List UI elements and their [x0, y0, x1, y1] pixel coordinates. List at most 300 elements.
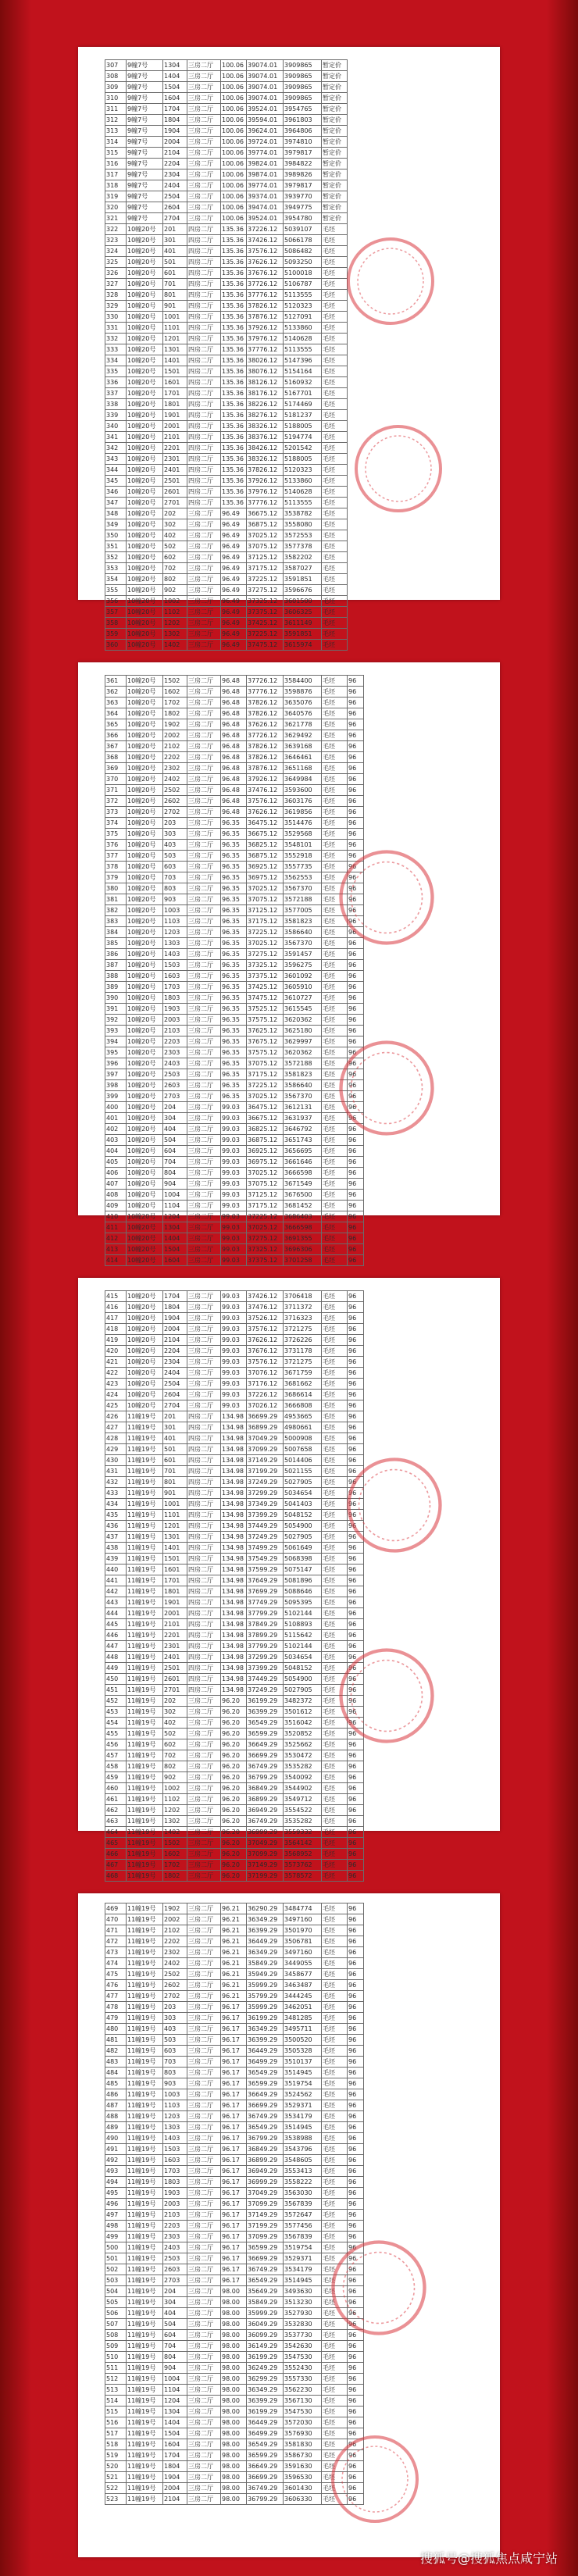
table-cell: 36199.29: [247, 2013, 284, 2024]
table-row: [105, 1244, 364, 1255]
table-cell: 135.36: [221, 323, 247, 334]
table-row: [105, 927, 364, 938]
table-cell: 毛坯: [322, 1379, 348, 1390]
table-cell: 3611149: [284, 618, 322, 629]
table-cell: 96: [348, 894, 364, 905]
table-cell: 462: [105, 1805, 127, 1816]
table-cell: 三房二厅: [187, 2002, 221, 2013]
table-cell: 1503: [163, 2144, 187, 2155]
table-cell: 1401: [163, 355, 187, 366]
table-cell: 405: [105, 1157, 127, 1168]
table-cell: 37325.12: [247, 960, 284, 971]
table-cell: 3619856: [284, 807, 322, 818]
table-cell: 1504: [163, 82, 187, 93]
table-cell: 9幢7号: [127, 202, 163, 213]
table-cell: 3671759: [284, 1368, 322, 1379]
table-cell: 1801: [163, 399, 187, 410]
table-cell: 毛坯: [322, 1157, 348, 1168]
table-cell: 11幢19号: [127, 2111, 163, 2122]
table-cell: 100.06: [221, 191, 247, 202]
table-row: [105, 169, 348, 180]
table-cell: 96: [348, 1157, 364, 1168]
table-cell: 96: [348, 807, 364, 818]
table-cell: 1102: [163, 607, 187, 618]
table-cell: 暂定价: [322, 71, 348, 82]
table-cell: 322: [105, 224, 127, 235]
table-cell: 毛坯: [322, 960, 348, 971]
table-cell: 100.06: [221, 213, 247, 224]
table-cell: 3939770: [284, 191, 322, 202]
table-cell: 308: [105, 71, 127, 82]
table-cell: 134.98: [221, 1433, 247, 1444]
table-cell: 36899.29: [247, 1422, 284, 1433]
table-cell: 10幢20号: [127, 1004, 163, 1015]
table-cell: 96: [348, 1543, 364, 1554]
table-row: [105, 1488, 364, 1499]
table-cell: 100.06: [221, 71, 247, 82]
table-cell: 10幢20号: [127, 344, 163, 355]
table-row: [105, 399, 348, 410]
table-cell: 11幢19号: [127, 2407, 163, 2417]
table-cell: 毛坯: [322, 2417, 348, 2428]
table-cell: 395: [105, 1047, 127, 1058]
table-cell: 3532830: [284, 2319, 322, 2330]
table-row: [105, 585, 348, 596]
table-cell: 357: [105, 607, 127, 618]
table-cell: 601: [163, 1455, 187, 1466]
table-row: [105, 126, 348, 137]
table-cell: 96: [348, 2461, 364, 2472]
table-cell: 39074.01: [247, 71, 284, 82]
table-cell: 399: [105, 1091, 127, 1102]
table-cell: 10幢20号: [127, 905, 163, 916]
table-cell: 2403: [163, 1058, 187, 1069]
table-cell: 37025.12: [247, 530, 284, 541]
table-cell: 3961803: [284, 115, 322, 126]
table-cell: 471: [105, 1925, 127, 1936]
table-cell: 203: [163, 818, 187, 829]
table-cell: 412: [105, 1233, 127, 1244]
table-cell: 3696306: [284, 1244, 322, 1255]
table-cell: 96: [348, 1521, 364, 1532]
table-row: [105, 752, 364, 763]
table-cell: 毛坯: [322, 640, 348, 651]
table-cell: 3582202: [284, 552, 322, 563]
table-cell: 10幢20号: [127, 1222, 163, 1233]
table-cell: 四房二厅: [187, 1477, 221, 1488]
table-cell: 毛坯: [322, 585, 348, 596]
table-cell: 37799.29: [247, 1641, 284, 1652]
table-cell: 96.35: [221, 971, 247, 982]
table-cell: 毛坯: [322, 883, 348, 894]
table-cell: 3444245: [284, 1991, 322, 2002]
table-cell: 三房二厅: [187, 2483, 221, 2494]
table-cell: 10幢20号: [127, 410, 163, 421]
table-cell: 三房二厅: [187, 1091, 221, 1102]
table-cell: 毛坯: [322, 1739, 348, 1750]
table-cell: 5048152: [284, 1663, 322, 1674]
table-cell: 5188005: [284, 454, 322, 465]
table-cell: 毛坯: [322, 894, 348, 905]
table-row: [105, 1608, 364, 1619]
table-cell: 三房二厅: [187, 2319, 221, 2330]
table-cell: 96: [348, 2242, 364, 2253]
table-cell: 339: [105, 410, 127, 421]
table-cell: 三房二厅: [187, 2166, 221, 2177]
table-cell: 10幢20号: [127, 1146, 163, 1157]
table-cell: 3603176: [284, 796, 322, 807]
table-cell: 904: [163, 2363, 187, 2374]
table-cell: 三房二厅: [187, 829, 221, 840]
table-cell: 毛坯: [322, 2264, 348, 2275]
table-cell: 11幢19号: [127, 2472, 163, 2483]
table-cell: 三房二厅: [187, 1936, 221, 1947]
table-cell: 472: [105, 1936, 127, 1947]
table-cell: 39594.01: [247, 115, 284, 126]
table-row: [105, 2483, 364, 2494]
table-cell: 96: [348, 2330, 364, 2341]
table-cell: 802: [163, 1761, 187, 1772]
table-cell: 3458677: [284, 1969, 322, 1980]
table-cell: 135.36: [221, 377, 247, 388]
table-cell: 96.48: [221, 708, 247, 719]
table-cell: 96: [348, 2472, 364, 2483]
table-cell: 三房二厅: [187, 2428, 221, 2439]
table-cell: 暂定价: [322, 159, 348, 169]
table-cell: 10幢20号: [127, 894, 163, 905]
table-cell: 毛坯: [322, 1466, 348, 1477]
table-cell: 3553413: [284, 2166, 322, 2177]
table-cell: 3635076: [284, 698, 322, 708]
table-cell: 11幢19号: [127, 1838, 163, 1849]
table-cell: 96.17: [221, 2199, 247, 2210]
table-cell: 2302: [163, 1947, 187, 1958]
table-cell: 96.48: [221, 687, 247, 698]
table-cell: 暂定价: [322, 104, 348, 115]
table-cell: 10幢20号: [127, 1168, 163, 1179]
table-cell: 三房二厅: [187, 2363, 221, 2374]
table-cell: 10幢20号: [127, 1400, 163, 1411]
table-row: [105, 465, 348, 476]
table-cell: 602: [163, 1739, 187, 1750]
table-cell: 毛坯: [322, 741, 348, 752]
table-cell: 96.21: [221, 1958, 247, 1969]
table-cell: 454: [105, 1718, 127, 1729]
table-cell: 96: [348, 862, 364, 872]
table-cell: 36749.29: [247, 2264, 284, 2275]
table-cell: 380: [105, 883, 127, 894]
table-cell: 96: [348, 2100, 364, 2111]
table-cell: 毛坯: [322, 1532, 348, 1543]
table-cell: 96: [348, 1914, 364, 1925]
table-cell: 暂定价: [322, 169, 348, 180]
table-cell: 37249.29: [247, 1685, 284, 1696]
table-cell: 439: [105, 1554, 127, 1565]
table-cell: 毛坯: [322, 1991, 348, 2002]
table-cell: 3598876: [284, 687, 322, 698]
table-cell: 96.21: [221, 1947, 247, 1958]
table-row: [105, 1190, 364, 1201]
table-row: [105, 377, 348, 388]
table-cell: 三房二厅: [187, 1291, 221, 1302]
table-cell: 11幢19号: [127, 1739, 163, 1750]
table-cell: 3505328: [284, 2046, 322, 2057]
table-cell: 96: [348, 818, 364, 829]
table-cell: 134.98: [221, 1521, 247, 1532]
table-cell: 三房二厅: [187, 1335, 221, 1346]
table-cell: 37576.12: [247, 1357, 284, 1368]
table-cell: 99.03: [221, 1102, 247, 1113]
table-cell: 2603: [163, 2264, 187, 2275]
table-cell: 37526.12: [247, 1313, 284, 1324]
table-row: [105, 334, 348, 344]
table-cell: 96.49: [221, 508, 247, 519]
table-cell: 801: [163, 290, 187, 301]
table-cell: 10幢20号: [127, 982, 163, 993]
table-cell: 毛坯: [322, 1586, 348, 1597]
table-row: [105, 410, 348, 421]
table-row: [105, 2002, 364, 2013]
table-cell: 四房二厅: [187, 246, 221, 257]
table-cell: 11幢19号: [127, 2374, 163, 2385]
table-row: [105, 2308, 364, 2319]
table-cell: 96: [348, 1291, 364, 1302]
table-cell: 3519754: [284, 2242, 322, 2253]
table-row: [105, 796, 364, 807]
table-row: [105, 2319, 364, 2330]
table-row: [105, 2024, 364, 2035]
table-cell: 335: [105, 366, 127, 377]
table-cell: 10幢20号: [127, 1091, 163, 1102]
table-cell: 96.48: [221, 752, 247, 763]
table-cell: 11幢19号: [127, 1925, 163, 1936]
table-cell: 135.36: [221, 279, 247, 290]
table-cell: 404: [163, 2308, 187, 2319]
table-cell: 三房二厅: [187, 807, 221, 818]
table-cell: 96: [348, 1124, 364, 1135]
table-cell: 3586640: [284, 927, 322, 938]
table-cell: 330: [105, 312, 127, 323]
table-cell: 360: [105, 640, 127, 651]
table-row: [105, 840, 364, 851]
table-cell: 455: [105, 1729, 127, 1739]
table-row: [105, 1335, 364, 1346]
table-cell: 96: [348, 2275, 364, 2286]
table-cell: 暂定价: [322, 60, 348, 71]
table-row: [105, 1222, 364, 1233]
table-cell: 96.17: [221, 2133, 247, 2144]
table-cell: 36975.12: [247, 872, 284, 883]
table-row: [105, 1291, 364, 1302]
table-cell: 3567370: [284, 1091, 322, 1102]
table-cell: 10幢20号: [127, 1335, 163, 1346]
table-cell: 343: [105, 454, 127, 465]
table-cell: 3552430: [284, 2363, 322, 2374]
table-cell: 3606330: [284, 2494, 322, 2505]
table-cell: 100.06: [221, 159, 247, 169]
table-cell: 2403: [163, 2242, 187, 2253]
table-cell: 312: [105, 115, 127, 126]
table-cell: 毛坯: [322, 1761, 348, 1772]
table-cell: 96: [348, 1324, 364, 1335]
table-cell: 毛坯: [322, 323, 348, 334]
table-cell: 10幢20号: [127, 257, 163, 268]
table-row: [105, 246, 348, 257]
table-cell: 毛坯: [322, 1433, 348, 1444]
table-row: [105, 719, 364, 730]
table-cell: 96: [348, 960, 364, 971]
table-cell: 三房二厅: [187, 2494, 221, 2505]
table-row: [105, 2199, 364, 2210]
table-cell: 三房二厅: [187, 629, 221, 640]
table-cell: 134.98: [221, 1488, 247, 1499]
table-cell: 三房二厅: [187, 1015, 221, 1026]
table-row: [105, 1313, 364, 1324]
table-cell: 498: [105, 2221, 127, 2232]
table-cell: 353: [105, 563, 127, 574]
table-row: [105, 1411, 364, 1422]
table-cell: 502: [163, 1729, 187, 1739]
table-cell: 703: [163, 2057, 187, 2068]
table-cell: 100.06: [221, 93, 247, 104]
table-cell: 500: [105, 2242, 127, 2253]
table-cell: 四房二厅: [187, 421, 221, 432]
table-cell: 毛坯: [322, 508, 348, 519]
table-row: [105, 498, 348, 508]
table-cell: 358: [105, 618, 127, 629]
table-cell: 毛坯: [322, 2297, 348, 2308]
table-cell: 96.17: [221, 2210, 247, 2221]
table-cell: 96.35: [221, 818, 247, 829]
table-cell: 11幢19号: [127, 2057, 163, 2068]
table-cell: 495: [105, 2188, 127, 2199]
table-row: [105, 1146, 364, 1157]
table-cell: 98.00: [221, 2439, 247, 2450]
table-cell: 11幢19号: [127, 2253, 163, 2264]
table-row: [105, 1135, 364, 1146]
table-cell: 37576.12: [247, 246, 284, 257]
table-cell: 10幢20号: [127, 1036, 163, 1047]
table-cell: 2402: [163, 774, 187, 785]
table-cell: 134.98: [221, 1532, 247, 1543]
table-cell: 毛坯: [322, 1849, 348, 1860]
table-cell: 3631937: [284, 1113, 322, 1124]
table-row: [105, 508, 348, 519]
table-cell: 36925.12: [247, 1146, 284, 1157]
table-cell: 37075.12: [247, 1179, 284, 1190]
table-cell: 96: [348, 1036, 364, 1047]
table-cell: 96.35: [221, 1004, 247, 1015]
table-row: [105, 2341, 364, 2352]
table-cell: 毛坯: [322, 1211, 348, 1222]
table-cell: 毛坯: [322, 1903, 348, 1914]
table-cell: 96.20: [221, 1750, 247, 1761]
table-cell: 四房二厅: [187, 1554, 221, 1565]
table-cell: 5041403: [284, 1499, 322, 1510]
table-cell: 1902: [163, 1903, 187, 1914]
table-cell: 1303: [163, 2122, 187, 2133]
table-cell: 3593600: [284, 785, 322, 796]
table-cell: 497: [105, 2210, 127, 2221]
table-cell: 390: [105, 993, 127, 1004]
table-cell: 毛坯: [322, 730, 348, 741]
table-cell: 5113555: [284, 498, 322, 508]
table-cell: 毛坯: [322, 1696, 348, 1707]
table-cell: 2304: [163, 169, 187, 180]
table-cell: 2203: [163, 1036, 187, 1047]
table-cell: 491: [105, 2144, 127, 2155]
table-cell: 37475.12: [247, 993, 284, 1004]
table-cell: 1602: [163, 1849, 187, 1860]
table-cell: 四房二厅: [187, 1565, 221, 1575]
table-cell: 2503: [163, 2253, 187, 2264]
table-cell: 11幢19号: [127, 2133, 163, 2144]
table-row: [105, 2068, 364, 2078]
table-cell: 37226.12: [247, 1390, 284, 1400]
table-row: [105, 640, 348, 651]
table-cell: 36699.29: [247, 2100, 284, 2111]
table-cell: 96: [348, 1849, 364, 1860]
table-cell: 5027905: [284, 1685, 322, 1696]
table-cell: 326: [105, 268, 127, 279]
table-cell: 36749.29: [247, 2483, 284, 2494]
table-cell: 96: [348, 2133, 364, 2144]
table-cell: 96: [348, 938, 364, 949]
table-cell: 364: [105, 708, 127, 719]
table-cell: 5100018: [284, 268, 322, 279]
table-cell: 96: [348, 2264, 364, 2275]
table-row: [105, 708, 364, 719]
table-cell: 2001: [163, 1608, 187, 1619]
table-cell: 2002: [163, 1914, 187, 1925]
table-row: [105, 82, 348, 93]
table-cell: 96.49: [221, 519, 247, 530]
table-cell: 10幢20号: [127, 1390, 163, 1400]
table-cell: 11幢19号: [127, 1718, 163, 1729]
table-cell: 11幢19号: [127, 2461, 163, 2472]
table-cell: 毛坯: [322, 530, 348, 541]
table-cell: 四房二厅: [187, 1575, 221, 1586]
table-cell: 四房二厅: [187, 388, 221, 399]
table-cell: 3731178: [284, 1346, 322, 1357]
table-cell: 三房二厅: [187, 137, 221, 148]
table-cell: 96: [348, 2166, 364, 2177]
table-cell: 37025.12: [247, 1168, 284, 1179]
table-cell: 暂定价: [322, 82, 348, 93]
table-cell: 37425.12: [247, 618, 284, 629]
table-cell: 804: [163, 1168, 187, 1179]
table-cell: 447: [105, 1641, 127, 1652]
table-cell: 5054900: [284, 1521, 322, 1532]
table-cell: 3984822: [284, 159, 322, 169]
table-cell: 3954780: [284, 213, 322, 224]
table-cell: 134.98: [221, 1554, 247, 1565]
table-cell: 毛坯: [322, 1925, 348, 1936]
table-cell: 11幢19号: [127, 2188, 163, 2199]
table-cell: 37099.29: [247, 2232, 284, 2242]
table-row: [105, 2461, 364, 2472]
table-cell: 毛坯: [322, 1663, 348, 1674]
table-cell: 三房二厅: [187, 2144, 221, 2155]
table-cell: 1002: [163, 1783, 187, 1794]
table-cell: 36399.29: [247, 1925, 284, 1936]
table-cell: 4953665: [284, 1411, 322, 1422]
table-cell: 96.35: [221, 829, 247, 840]
table-cell: 10幢20号: [127, 443, 163, 454]
table-cell: 毛坯: [322, 1291, 348, 1302]
table-cell: 毛坯: [322, 2341, 348, 2352]
table-cell: 2603: [163, 1080, 187, 1091]
